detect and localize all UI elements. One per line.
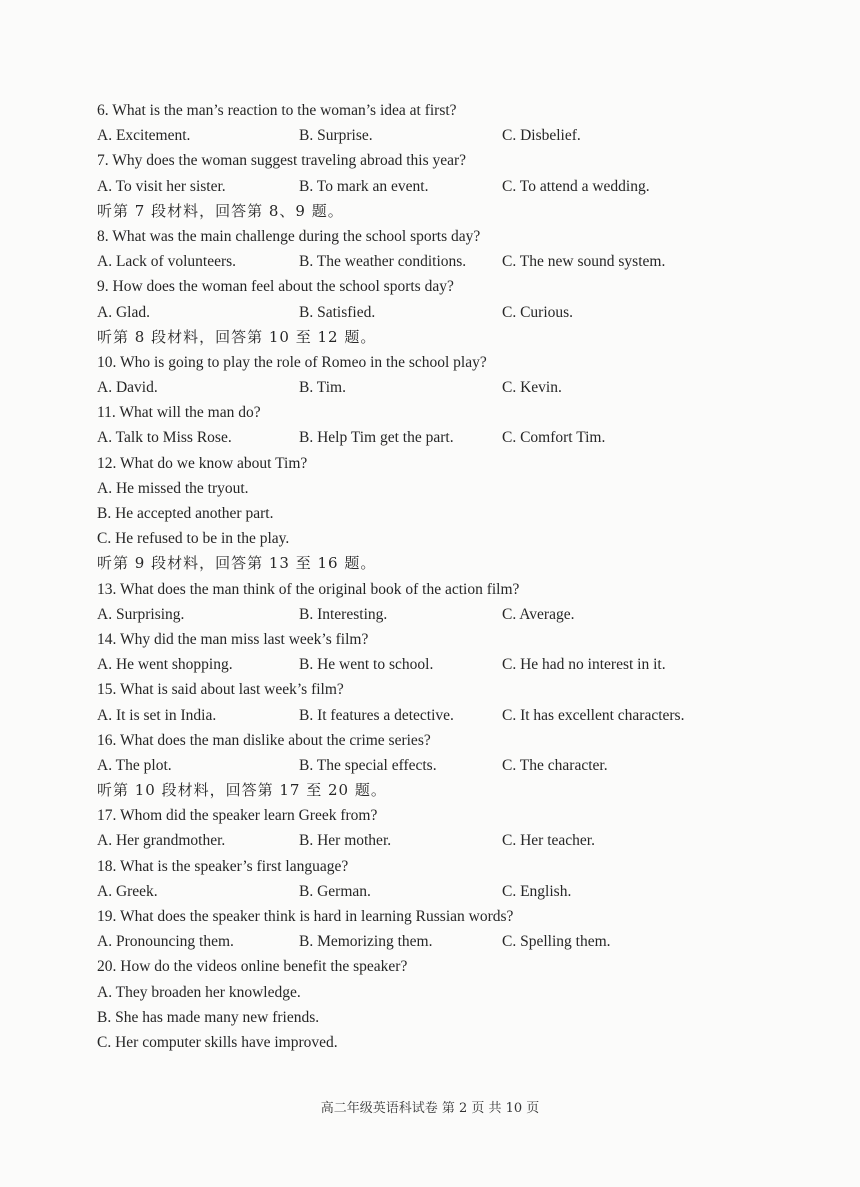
option-c: C. The new sound system.: [502, 253, 666, 271]
option-c: C. Spelling them.: [502, 933, 611, 951]
answer-options: [97, 249, 797, 274]
question-line: 13. What does the man think of the original book of the action film?: [97, 580, 520, 598]
question-line: 8. What was the main challenge during the school sports day?: [97, 227, 481, 245]
question-line: 9. How does the woman feel about the school sports day?: [97, 278, 454, 296]
option-a: A. He went shopping.: [97, 656, 233, 674]
option-a: A. Talk to Miss Rose.: [97, 429, 232, 447]
question-line: 15. What is said about last week’s film?: [97, 681, 344, 699]
option-c: C. Average.: [502, 605, 575, 623]
question-line: 6. What is the man’s reaction to the woman’s idea at first?: [97, 102, 457, 119]
answer-options: [97, 375, 797, 400]
option-b: B. To mark an event.: [299, 177, 429, 195]
option-a: A. It is set in India.: [97, 706, 217, 724]
option-a: A. The plot.: [97, 756, 172, 774]
option-c: C. To attend a wedding.: [502, 177, 650, 195]
question-line: B. She has made many new friends.: [97, 1008, 320, 1026]
option-c: C. English.: [502, 882, 572, 900]
question-line: A. They broaden her knowledge.: [97, 983, 301, 1001]
option-a: A. Pronouncing them.: [97, 933, 234, 951]
option-b: B. Interesting.: [299, 605, 388, 623]
question-line: B. He accepted another part.: [97, 505, 274, 522]
section-instruction: 听第 10 段材料，回答第 17 至 20 题。: [97, 781, 387, 800]
section-instruction: 听第 9 段材料，回答第 13 至 16 题。: [97, 554, 377, 573]
option-a: A. Her grandmother.: [97, 832, 226, 850]
answer-options: [97, 828, 797, 853]
answer-options: [97, 123, 797, 148]
option-c: C. Comfort Tim.: [502, 429, 606, 447]
question-line: 17. Whom did the speaker learn Greek from?: [97, 807, 378, 825]
question-line: 16. What does the man dislike about the crime series?: [97, 731, 431, 749]
option-b: B. Surprise.: [299, 127, 373, 145]
question-line: 10. Who is going to play the role of Romeo in the school play?: [97, 353, 487, 371]
option-b: B. Help Tim get the part.: [299, 429, 454, 447]
answer-options: [97, 425, 797, 450]
option-c: C. Her teacher.: [502, 832, 595, 850]
question-line: 7. Why does the woman suggest traveling abroad this year?: [97, 152, 467, 170]
question-line: C. He refused to be in the play.: [97, 530, 290, 548]
option-b: B. The special effects.: [299, 756, 437, 774]
question-line: 14. Why did the man miss last week’s film?: [97, 630, 369, 648]
option-a: A. Surprising.: [97, 605, 185, 623]
answer-options: [97, 602, 797, 627]
answer-options: [97, 929, 797, 954]
answer-options: [97, 652, 797, 677]
page-footer: 高二年级英语科试卷 第 2 页 共 10 页: [320, 1101, 540, 1116]
section-instruction: 听第 7 段材料，回答第 8、9 题。: [97, 201, 344, 220]
option-b: B. Satisfied.: [299, 303, 376, 321]
option-c: C. Curious.: [502, 303, 574, 321]
question-line: 20. How do the videos online benefit the speaker?: [97, 958, 408, 976]
option-c: C. Kevin.: [502, 379, 562, 397]
answer-options: [97, 753, 797, 778]
question-line: 11. What will the man do?: [97, 404, 261, 422]
question-line: 19. What does the speaker think is hard in learning Russian words?: [97, 908, 514, 925]
question-list: [97, 98, 797, 1055]
option-a: A. Greek.: [97, 882, 158, 900]
option-b: B. He went to school.: [299, 656, 434, 674]
option-b: B. German.: [299, 882, 371, 900]
option-b: B. Her mother.: [299, 832, 392, 850]
question-line: 12. What do we know about Tim?: [97, 454, 308, 472]
answer-options: [97, 879, 797, 904]
option-b: B. The weather conditions.: [299, 253, 467, 271]
option-c: C. It has excellent characters.: [502, 706, 685, 724]
option-c: C. The character.: [502, 756, 608, 774]
question-line: A. He missed the tryout.: [97, 479, 249, 497]
answer-options: [97, 300, 797, 325]
option-a: A. David.: [97, 379, 158, 397]
option-a: A. Excitement.: [97, 127, 191, 145]
option-a: A. Glad.: [97, 303, 150, 321]
question-line: C. Her computer skills have improved.: [97, 1033, 338, 1051]
question-line: 18. What is the speaker’s first language?: [97, 857, 349, 875]
option-c: C. Disbelief.: [502, 127, 581, 145]
option-a: A. To visit her sister.: [97, 177, 226, 195]
answer-options: [97, 174, 797, 199]
section-instruction: 听第 8 段材料，回答第 10 至 12 题。: [97, 327, 377, 346]
option-a: A. Lack of volunteers.: [97, 253, 237, 271]
option-b: B. Memorizing them.: [299, 933, 433, 951]
option-c: C. He had no interest in it.: [502, 656, 666, 674]
option-b: B. Tim.: [299, 379, 346, 397]
answer-options: [97, 703, 797, 728]
option-b: B. It features a detective.: [299, 706, 454, 724]
